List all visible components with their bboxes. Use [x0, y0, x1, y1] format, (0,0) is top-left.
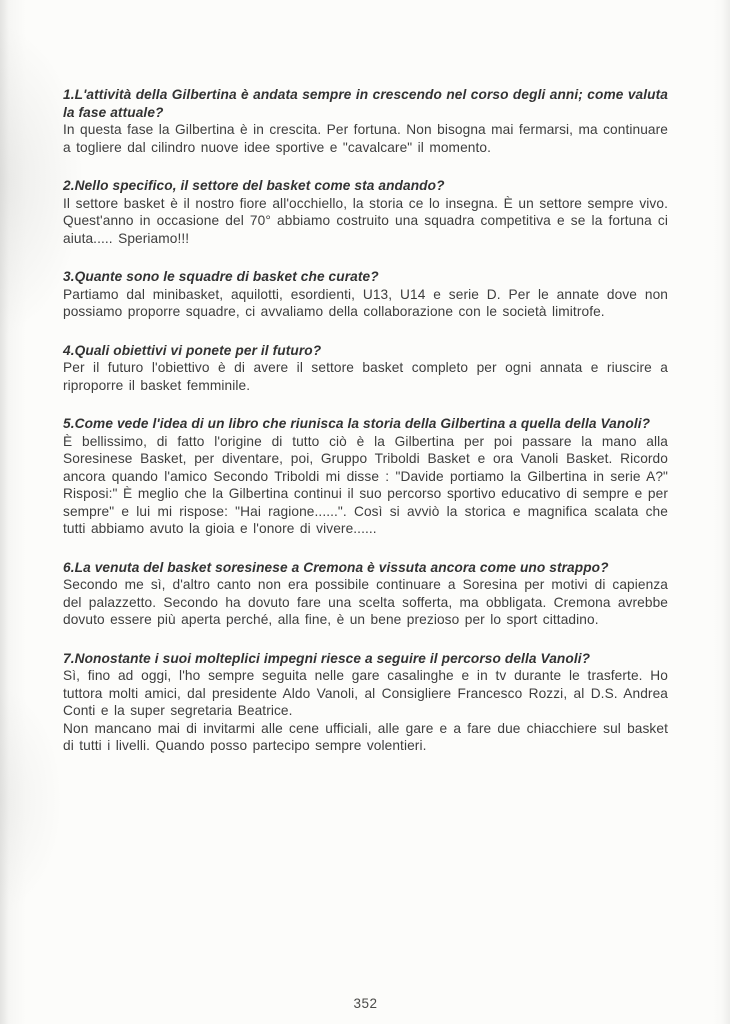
qa-section-6 [63, 559, 668, 629]
qa-section-4 [63, 342, 668, 395]
answer-paragraph: Secondo me sì, d'altro canto non era possibile continuare a Soresina per motivi di capienza del palazzetto. Secondo ha dovuto fare una scelta sofferta, ma obbligata. Cremona avrebbe dovuto essere più aperta perché, alla fine, è un bene prezioso per lo sport cittadino. [63, 577, 668, 627]
qa-section-3 [63, 268, 668, 321]
question-heading: 6.La venuta del basket soresinese a Cremona è vissuta ancora come uno strappo? [63, 559, 609, 575]
answer-paragraph: In questa fase la Gilbertina è in crescita. Per fortuna. Non bisogna mai fermarsi, ma continuare a togliere dal cilindro nuove idee sportive e "cavalcare" il momento. [63, 122, 668, 155]
qa-section-2 [63, 177, 668, 247]
question-heading: 1.L'attività della Gilbertina è andata sempre in crescendo nel corso degli anni; come valuta la fase attuale? [63, 87, 668, 120]
answer-paragraph: Il settore basket è il nostro fiore all'occhiello, la storia ce lo insegna. È un settore sempre vivo. Quest'anno in occasione del 70° abbiamo costruito una squadra competitiva e se la fortuna ci aiuta..... Speriamo!!! [63, 195, 668, 246]
answer-paragraph: Per il futuro l'obiettivo è di avere il settore basket completo per ogni annata e riuscire a riproporre il basket femminile. [63, 360, 668, 393]
question-heading: 4.Quali obiettivi vi ponete per il futuro? [63, 342, 322, 358]
answer-paragraph: Non mancano mai di invitarmi alle cene ufficiali, alle gare e a fare due chiacchiere sul basket di tutti i livelli. Quando posso partecipo sempre volentieri. [63, 720, 668, 753]
answer-paragraph: Partiamo dal minibasket, aquilotti, esordienti, U13, U14 e serie D. Per le annate dove non possiamo proporre squadre, ci avvaliamo della collaborazione con le società limitrofe. [63, 286, 668, 319]
text-block [63, 86, 668, 776]
answer-paragraph: È bellissimo, di fatto l'origine di tutto ciò è la Gilbertina per poi passare la mano alla Soresinese Basket, per diventare, poi, Gruppo Triboldi Basket e ora Vanoli Basket. Ricordo ancora quando l'amico Secondo Triboldi mi disse : "Davide portiamo la Gilbertina in serie A?" Risposi:" È meglio che la Gilbertina continui il suo percorso sportivo educativo di sempre e per sempre" e lui mi rispose: "Hai ragione......". Così si avviò la storica e magnifica scalata che tutti abbiamo avuto la gioia e l'onore di vivere...... [63, 433, 668, 536]
qa-section-7 [63, 650, 668, 755]
question-heading: 7.Nonostante i suoi molteplici impegni riesce a seguire il percorso della Vanoli? [63, 650, 591, 666]
question-heading: 3.Quante sono le squadre di basket che curate? [63, 269, 379, 284]
answer-paragraph: Sì, fino ad oggi, l'ho sempre seguita nelle gare casalinghe e in tv durante le trasferte. Ho tuttora molti amici, dal presidente Aldo Vanoli, al Consigliere Francesco Rozzi, al D.S. Andrea Conti e la super segretaria Beatrice. [63, 668, 668, 718]
question-heading: 5.Come vede l'idea di un libro che riunisca la storia della Gilbertina a quella della Vanoli? [63, 416, 651, 431]
qa-section-1 [63, 86, 668, 156]
qa-section-5 [63, 415, 668, 538]
question-heading: 2.Nello specifico, il settore del basket come sta andando? [63, 178, 445, 193]
page-number: 352 [353, 996, 378, 1011]
